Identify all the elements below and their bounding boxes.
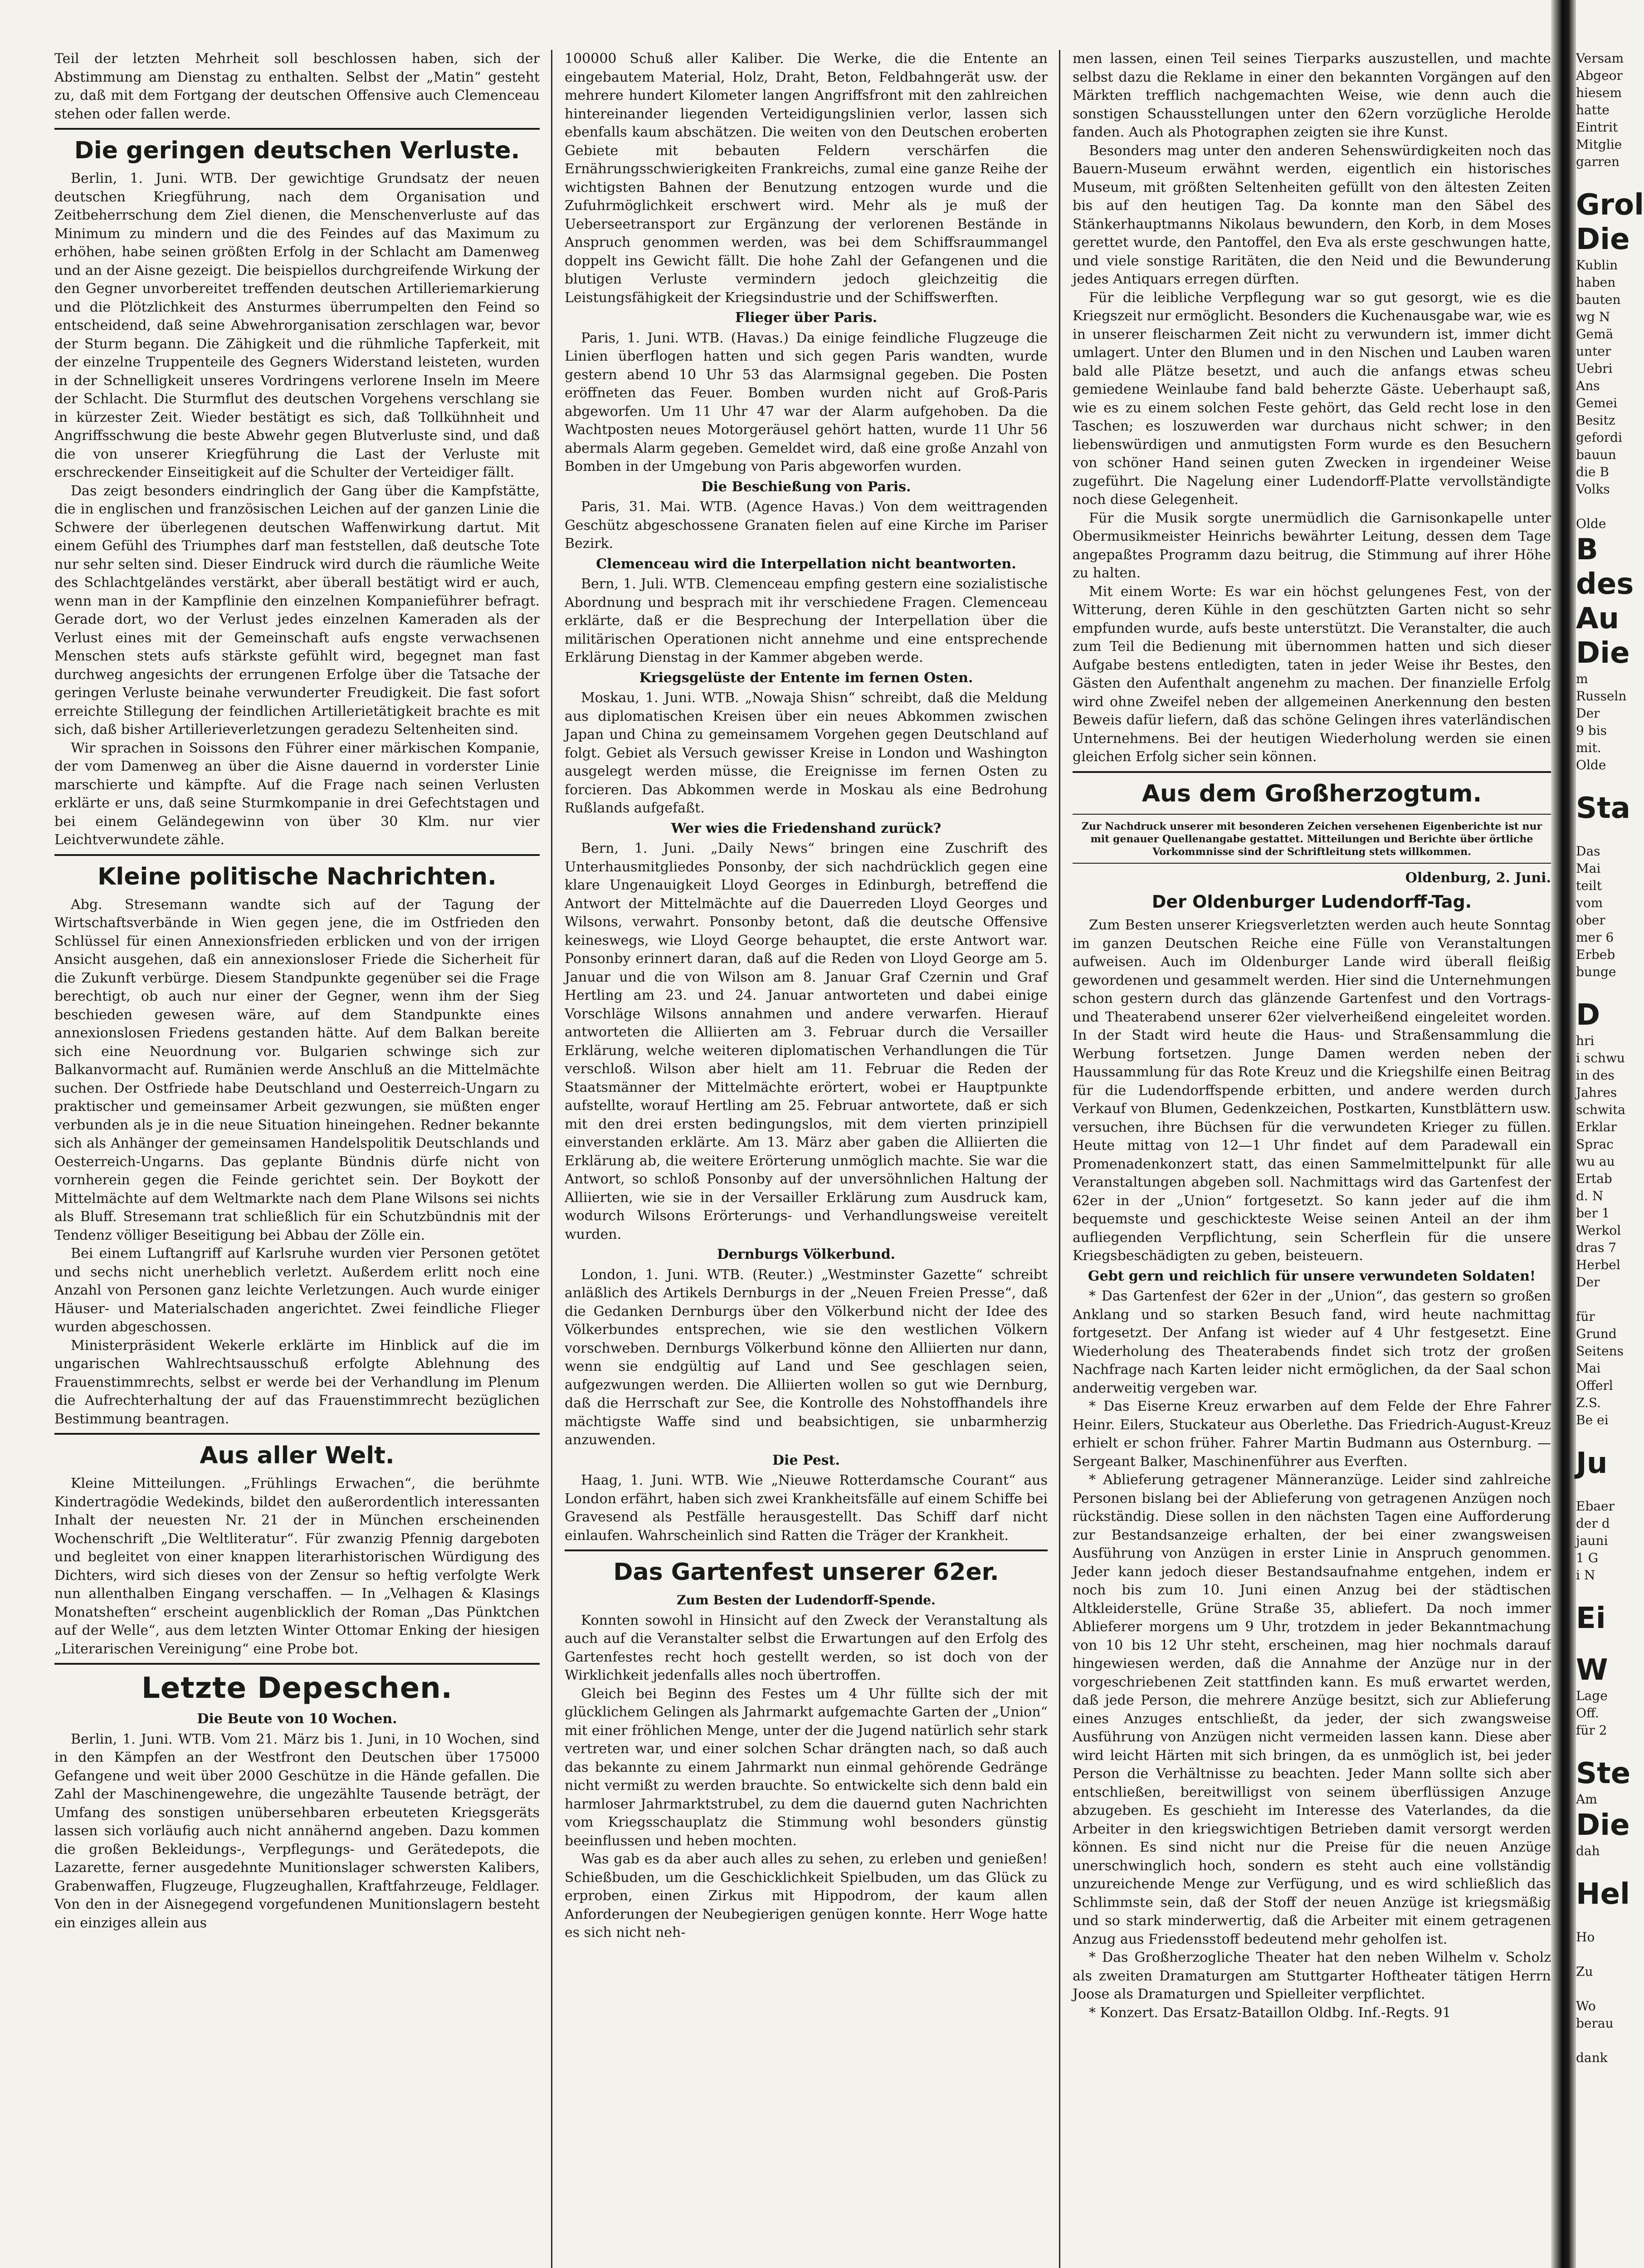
cropped-text-fragment: schwita xyxy=(1576,1102,1625,1117)
dateline: Oldenburg, 2. Juni. xyxy=(1405,870,1551,886)
headline-depeschen: Letzte Depeschen. xyxy=(141,1672,453,1705)
cropped-text-fragment: 9 bis xyxy=(1576,723,1607,738)
cropped-text-fragment: Grund xyxy=(1576,1326,1617,1341)
subheadline-beute: Die Beute von 10 Wochen. xyxy=(197,1711,397,1727)
article-paragraph: Moskau, 1. Juni. WTB. „Nowaja Shisn“ schreibt, daß die Meldung aus diplomatischen Kreisen über ein neues Abkommen zwischen Japan und China zu gemeinsamem Vorgehen gegen Deutschland auf folgt. Gebiet als Versuch gewisser Kreise in London und Washington ausgelegt werden müsse, die Ereignisse im fernen Osten zu forcieren. Das Abkommen werde in Moskau als eine Bedrohung Rußlands aufgefaßt. xyxy=(565,690,1048,816)
cropped-text-fragment: die B xyxy=(1576,464,1609,479)
cropped-text-fragment: D xyxy=(1576,998,1600,1032)
cropped-text-fragment: hatte xyxy=(1576,103,1610,117)
subheadline-ludendorff-tag: Der Oldenburger Ludendorff-Tag. xyxy=(1151,892,1472,912)
cropped-text-fragment: Ste xyxy=(1576,1757,1631,1790)
cropped-text-fragment: Erbeb xyxy=(1576,947,1615,962)
article-paragraph: Bern, 1. Juli. WTB. Clemenceau empfing gestern eine sozialistische Abordnung und besprach mit ihr verschiedene Fragen. Clemenceau erklärte, daß er die Besprechung der Interpellation über die militärischen Operationen nicht annehme und eine entsprechende Erklärung Dienstag in der Kammer abgeben werde. xyxy=(565,576,1048,665)
cropped-text-fragment xyxy=(1576,1911,1628,1929)
article-paragraph: 100000 Schuß aller Kaliber. Die Werke, die die Entente an eingebautem Material, Holz, Draht, Beton, Feldbahngerät usw. der mehrere hundert Kilometer langen Angriffsfront mit den zahlreichen hintereinander liegenden Verteidigungslinien verlor, lassen sich ebenfalls kaum abschätzen. Die weiten von den Deutschen eroberten Gebiete mit bebauten Feldern verschärfen die Ernährungsschwierigkeiten Frankreichs, zumal eine ganze Reihe der wichtigsten Bahnen der Benutzung entzogen wurde und die Zufuhrmöglichkeit erschwert wird. Mehr als je muß der Ueberseetransport zur Ergänzung der verlorenen Bestände in Anspruch genommen werden, was bei dem Schiffsraummangel doppelt ins Gewicht fällt. Die hohe Zahl der Gefangenen und die blutigen Verluste vermindern jedoch gleichzeitig die Leistungsfähigkeit der Kriegsindustrie und der Schiffswerften. xyxy=(565,51,1048,306)
cropped-text-fragment: Grol xyxy=(1576,188,1644,222)
cropped-text-fragment: des xyxy=(1576,567,1634,601)
cropped-text-fragment: hri xyxy=(1576,1033,1595,1048)
subheadline-beschiessung: Die Beschießung von Paris. xyxy=(701,479,911,495)
cropped-text-fragment: Jahres xyxy=(1576,1085,1617,1100)
cropped-text-fragment: bunge xyxy=(1576,964,1616,979)
cropped-text-fragment: haben xyxy=(1576,275,1616,290)
cropped-text-fragment: Olde xyxy=(1576,516,1606,531)
cropped-text-fragment: Mai xyxy=(1576,861,1601,876)
article-paragraph: Berlin, 1. Juni. WTB. Der gewichtige Grundsatz der neuen deutschen Kriegführung, nach dem Organisation und Zeitbeherrschung dem Ziel dienen, die Menschenverluste auf das Minimum zu mindern und die des Feindes auf das Maximum zu erhöhen, habe seinen größten Erfolg in der Schlacht am Damenweg und an der Aisne gezeigt. Die beispiellos durchgreifende Wirkung der den Gegner unvorbereitet treffenden deutschen Artilleriemarkierung und die Plötzlichkeit des Ansturmes überrumpelten den Feind so entscheidend, daß seine Abwehrorganisation zerschlagen war, bevor der Sturm begann. Die Zähigkeit und die rühmliche Tapferkeit, mit der einzelne Truppenteile des Gegners Widerstand leisteten, wurden in der Schnelligkeit unseres Vordringens verlorene Inseln im Meere der Schlacht. Die Sturmflut des deutschen Vorgehens verschlang sie in kürzester Zeit. Wieder bestätigt es sich, daß Tollkühnheit und Angriffsschwung die beste Abwehr gegen Blutverluste sind, und daß die von unserer Kriegführung die Last der Verluste mit erschreckender Einseitigkeit auf die Schulter der Verteidiger fällt. xyxy=(54,171,540,480)
cropped-text-fragment: dah xyxy=(1576,1843,1600,1858)
cropped-text-fragment: dras 7 xyxy=(1576,1240,1617,1255)
subheadline-clemenceau: Clemenceau wird die Interpellation nicht beantworten. xyxy=(596,556,1016,572)
article-paragraph: Konnten sowohl in Hinsicht auf den Zweck der Veranstaltung als auch auf die Veranstalter selbst die Erwartungen auf den Erfolg des Gartenfestes recht hoch gestellt werden, so ist doch von der Wirklichkeit jedenfalls alles noch übertroffen. xyxy=(565,1612,1048,1683)
cropped-text-fragment xyxy=(1576,1481,1628,1498)
cropped-text-fragment: Ho xyxy=(1576,1930,1595,1945)
cropped-text-fragment: 1 G xyxy=(1576,1550,1599,1565)
article-paragraph: Paris, 1. Juni. WTB. (Havas.) Da einige feindliche Flugzeuge die Linien überflogen hatten und sich gegen Paris wandten, wurde gestern abend 10 Uhr 53 das Alarmsignal gegeben. Die Posten eröffneten das Feuer. Bomben wurden nicht auf Groß-Paris abgeworfen. Um 11 Uhr 47 war der Alarm aufgehoben. Da die Wachtposten neues Motorgeräusel gehört hatten, wurde 11 Uhr 56 abermals Alarm gegeben. Gemeldet wird, daß eine große Anzahl von Bomben in der Umgebung von Paris abgeworfen wurden. xyxy=(565,330,1048,474)
cropped-text-fragment: bauten xyxy=(1576,292,1621,307)
column-2 xyxy=(565,50,1048,2268)
headline-welt: Aus aller Welt. xyxy=(200,1442,395,1469)
cropped-text-fragment: B xyxy=(1576,533,1598,567)
cropped-text-fragment: mit. xyxy=(1576,740,1601,755)
cropped-text-fragment: Ei xyxy=(1576,1602,1606,1635)
cropped-text-fragment xyxy=(1576,498,1628,515)
reprint-notice: Zur Nachdruck unserer mit besonderen Zeichen versehenen Eigenberichte ist nur mit genauer Quellenangabe gestattet. Mitteilungen und Berichte über örtliche Vorkommnisse sind der Schriftleitung stets willkommen. xyxy=(1081,820,1542,858)
cropped-text-fragment: garren xyxy=(1576,154,1620,169)
cropped-text-fragment: Eintrit xyxy=(1576,120,1618,135)
cropped-text-fragment: Mai xyxy=(1576,1361,1601,1376)
divider xyxy=(565,1549,1048,1551)
cropped-text-fragment: für xyxy=(1576,1309,1595,1324)
cropped-text-fragment: Be ei xyxy=(1576,1413,1609,1427)
cropped-text-fragment: Lage xyxy=(1576,1688,1608,1703)
article-paragraph: Ministerpräsident Wekerle erklärte im Hinblick auf die im ungarischen Wahlrechtsausschuß erfolgte Ablehnung des Frauenstimmrechts, selbst er werde bei der Verhandlung im Plenum die Aufrechterhaltung der auf das Frauenstimmrecht bezüglichen Bestimmung beantragen. xyxy=(54,1337,540,1427)
cropped-text-fragment: Seitens xyxy=(1576,1344,1624,1359)
cropped-text-fragment: Ans xyxy=(1576,378,1600,393)
cropped-text-fragment: Die xyxy=(1576,1809,1630,1842)
cropped-text-fragment: Au xyxy=(1576,602,1620,635)
article-paragraph: Haag, 1. Juni. WTB. Wie „Nieuwe Rotterdamsche Courant“ aus London erfährt, haben sich zwei Krankheitsfälle auf einem Schiffe bei Gravesend als Pestfälle herausgestellt. Das Schiff darf nicht einlaufen. Wahrscheinlich sind Ratten die Träger der Krankheit. xyxy=(565,1472,1048,1544)
cropped-text-fragment: Sprac xyxy=(1576,1137,1614,1152)
article-paragraph: Abg. Stresemann wandte sich auf der Tagung der Wirtschaftsverbände in Wien gegen jene, die im Ostfrieden den Schlüssel für einen Annexionsfrieden erblicken und von der irrigen Ansicht ausgehen, daß ein annexionsloser Friede die Sicherheit für die Zukunft verbürge. Diesem Standpunkte gegenüber sei die Frage berechtigt, ob auch nur einer der Gegner, wenn ihm der Sieg beschieden gewesen wäre, auf dem Standpunkte eines annexionslosen Friedens gestanden hätte. Auf dem Balkan bereite sich eine Neuordnung vor. Bulgarien schwinge sich zur Balkanvormacht auf. Rumänien werde Anschluß an die Mittelmächte suchen. Der Ostfriede habe Deutschland und Oesterreich-Ungarn zu praktischer und gemeinsamer Arbeit gezwungen, sie müßten enger verbunden als je in die neue Situation hineingehen. Redner bekannte sich als Anhänger der gemeinsamen Handelspolitik Deutschlands und Oesterreich-Ungarns. Das geplante Bündnis dürfe nicht von vornherein gegen die Feinde gerichtet sein. Der Boykott der Mittelmächte auf dem Weltmarkte nach dem Plane Wilsons sei nichts als Bluff. Stresemann trat schließlich für ein Schutzbündnis mit der Tendenz völliger Beseitigung bei Abbau der Zölle ein. xyxy=(54,896,540,1243)
cropped-text-fragment xyxy=(1576,2032,1628,2049)
cropped-text-fragment: Herbel xyxy=(1576,1257,1620,1272)
cropped-text-fragment xyxy=(1576,171,1628,188)
column-rule xyxy=(1059,50,1060,2268)
article-paragraph: Bern, 1. Juni. „Daily News“ bringen eine Zuschrift des Unterhausmitgliedes Ponsonby, der sich nachdrücklich gegen eine klare Ungenauigkeit Lloyd Georges in Edinburgh, betreffend die Antwort der Mittelmächte auf die Dauerreden Lloyd Georges und Wilsons, verwahrt. Ponsonby betont, daß die deutsche Offensive keineswegs, wie Lloyd George behauptet, die erste Antwort war. Ponsonby erinnert daran, daß auf die Reden von Lloyd George am 5. Januar und die von Wilson am 8. Januar Graf Czernin und Graf Hertling am 23. und 24. Januar antworteten und dabei einige Vorschläge Wilsons annahmen und andere verwarfen. Hierauf antworteten die Alliierten am 3. Februar durch die Versailler Erklärung, welche weiteren diplomatischen Verhandlungen die Tür verschloß. Wilson aber hielt am 11. Februar die Reden der Staatsmänner der Mittelmächte erörtert, wobei er Hauptpunkte aufstellte, worauf Hertling am 25. Februar antwortete, daß er sich mit den drei ersten bedingungslos, mit dem vierten prinzipiell einverstanden erklärte. Am 13. März aber gaben die Alliierten die Erklärung ab, die weitere Erörterung unmöglich machte. Sie war die Antwort, so schloß Ponsonby auf der unversöhnlichen Haltung der Alliierten, wie sie in der Versailler Erklärung zum Ausdruck kam, wodurch Wilsons Erörterungs- und Verhandlungsweise vereitelt wurden. xyxy=(565,841,1048,1242)
article-paragraph: London, 1. Juni. WTB. (Reuter.) „Westminster Gazette“ schreibt anläßlich des Artikels Dernburgs in der „Neuen Freien Presse“, daß die Gedanken Dernburgs über den Völkerbund nicht der Idee des Völkerbundes entsprechen, wie sie den westlichen Völkern vorschweben. Dernburgs Völkerbund könne den Alliierten nur dann, wenn sie endgültig auf Land und See geschlagen seien, aufgezwungen werden. Die Alliierten wollen so gut wie Dernburg, daß die Herrschaft zur See, die Kontrolle des Nohstoffhandels ihre mächtigste Waffe sind und beabsichtigen, sie unbarmherzig anzuwenden. xyxy=(565,1266,1048,1448)
cropped-text-fragment: Ebaer xyxy=(1576,1499,1615,1514)
article-paragraph: Kleine Mitteilungen. „Frühlings Erwachen“, die berühmte Kindertragödie Wedekinds, bildet den außerordentlich interessanten Inhalt der neuesten Nr. 21 der in München erscheinenden Wochenschrift „Die Weltliteratur“. Für zwanzig Pfennig dargeboten und begleitet von einer knappen literarhistorischen Würdigung des Dichters, wird sich dieses von der Zensur so heftig verfolgte Werk nun allenthalben Eingang verschaffen. — In „Velhagen & Klasings Monatsheften“ erscheint augenblicklich der Roman „Das Pünktchen auf der Welle“, aus dem letzten Winter Ottomar Enking der hiesigen „Literarischen Vereinigung“ eine Probe bot. xyxy=(54,1476,540,1657)
article-paragraph: Was gab es da aber auch alles zu sehen, zu erleben und genießen! Schießbuden, um die Geschicklichkeit Spielbuden, um das Glück zu erproben, einen Zirkus mit Hippodrom, der kaum allen Anforderungen der Neubegierigen genügen konnte. Herr Woge hatte es sich nicht neh- xyxy=(565,1851,1048,1941)
cropped-text-fragment: Gemei xyxy=(1576,396,1618,411)
page-fold-shadow xyxy=(1551,0,1576,2268)
divider xyxy=(1073,814,1551,815)
cropped-text-fragment: für 2 xyxy=(1576,1723,1607,1738)
divider xyxy=(54,1433,540,1435)
cropped-text-fragment: Z.S. xyxy=(1576,1395,1601,1410)
cropped-text-fragment: Off. xyxy=(1576,1706,1599,1721)
cropped-text-fragment: Zu xyxy=(1576,1964,1593,1979)
cropped-text-fragment: Kublin xyxy=(1576,258,1618,273)
cropped-text-fragment: Der xyxy=(1576,706,1600,721)
cropped-text-fragment: Werkol xyxy=(1576,1223,1621,1238)
article-paragraph: Mit einem Worte: Es war ein höchst gelungenes Fest, von der Witterung, deren Kühle in den geschützten Garten nicht so sehr empfunden wurde, aufs beste unterstützt. Die Veranstalter, die auch zum Teil die Bedienung mit übernommen hatten und sich dieser Aufgabe bestens entledigten, taten in jeder Weise ihr Bestes, den Gästen den Aufenthalt angenehm zu machen. Der finanzielle Erfolg wird ohne Zweifel neben der allgemeinen Anerkennung den besten Beweis dafür liefern, daß das schöne Gelingen ihres vaterländischen Unternehmens. Bei der heutigen Wiederholung werden sie einen gleichen Erfolg sicher sein können. xyxy=(1073,583,1551,765)
subheadline-dernburg: Dernburgs Völkerbund. xyxy=(717,1246,896,1262)
subheadline-flieger: Flieger über Paris. xyxy=(735,310,878,326)
divider xyxy=(1073,771,1551,773)
cropped-text-fragment: Der xyxy=(1576,1275,1600,1290)
cropped-text-fragment xyxy=(1576,1739,1628,1756)
cropped-text-fragment xyxy=(1576,774,1628,791)
column-1 xyxy=(54,50,540,2268)
headline-grossherzogtum: Aus dem Großherzogtum. xyxy=(1142,780,1482,807)
cropped-text-fragment: Abgeor xyxy=(1576,68,1623,83)
cropped-text-fragment: mer 6 xyxy=(1576,930,1614,945)
cropped-text-fragment: Ju xyxy=(1576,1447,1608,1480)
cropped-text-fragment: m xyxy=(1576,671,1588,686)
cropped-text-fragment: d. N xyxy=(1576,1188,1604,1203)
article-paragraph: Für die Musik sorgte unermüdlich die Garnisonkapelle unter Obermusikmeister Heinrichs bewährter Leitung, dessen dem Tage angepaßtes Programm dazu beitrug, die Stimmung auf ihrer Höhe zu halten. xyxy=(1073,510,1551,581)
article-paragraph: Gleich bei Beginn des Festes um 4 Uhr füllte sich der mit glücklichem Gelingen als Jahrmarkt aufgemachte Garten der „Union“ mit einer fröhlichen Menge, unter der die Jugend natürlich sehr stark vertreten war, und einer solchen Schar drängten nach, so daß auch das bekannte zu einem Jahrmarkt nun einmal gehörende Gedränge nicht vermißt zu werden brauchte. So entwickelte sich denn bald ein harmloser Jahrmarktstrubel, zu dem die dauernd guten Nachrichten vom Kriegsschauplatz die Stimmung wohl besonders günstig beeinflussen und heben mochten. xyxy=(565,1686,1048,1849)
cropped-text-fragment: Mitglie xyxy=(1576,137,1622,152)
cropped-text-fragment: Olde xyxy=(1576,758,1606,772)
cropped-text-fragment: Hel xyxy=(1576,1877,1630,1911)
cropped-text-fragment: in des xyxy=(1576,1068,1615,1083)
cropped-text-fragment: wu au xyxy=(1576,1154,1615,1169)
cropped-text-fragment: dank xyxy=(1576,2050,1608,2065)
cropped-text-fragment: Wo xyxy=(1576,1999,1596,2014)
article-paragraph: Für die leibliche Verpflegung war so gut gesorgt, wie es die Kriegszeit nur ermöglicht. Besonders die Kuchenausgabe war, wie es in unserer fleischarmen Zeit nicht zu verwundern ist, immer dicht umlagert. Unter den Blumen und in den Nischen und Lauben waren bald alle Plätze besetzt, und auch die anfangs etwas scheu gemiedene Weinlaube fand bald beherzte Gäste. Ueberhaupt saß, wie es zu einem solchen Feste gehört, das Geld recht lose in den Taschen; es loszuwerden war durchaus nicht schwer; in den liebenswürdigen und anmutigsten Form wurde es den Besuchern von schöner Hand seinen guten Zwecken in irgendeiner Weise zugeführt. Die Nagelung einer Ludendorff-Platte vervollständigte noch diese Gelegenheit. xyxy=(1073,289,1551,508)
cropped-text-fragment: Am xyxy=(1576,1792,1597,1807)
cropped-text-fragment: bauun xyxy=(1576,447,1616,462)
cropped-text-fragment xyxy=(1576,1429,1628,1446)
divider xyxy=(54,128,540,130)
column-3 xyxy=(1073,50,1551,2268)
cropped-text-fragment: berau xyxy=(1576,2016,1614,2031)
appeal-motto: Gebt gern und reichlich für unsere verwundeten Soldaten! xyxy=(1088,1268,1536,1284)
column-rule xyxy=(551,50,552,2268)
news-item: * Ablieferung getragener Männeranzüge. Leider sind zahlreiche Personen bislang bei der Ablieferung von getragenen Anzügen noch rückständig. Diese sollen in den nächsten Tagen eine Aufforderung zur Bestandsanzeige erhalten, der bei einer zwangsweisen Ausführung von Anzügen in erster Linie in Anspruch genommen. Jeder kann jedoch dieser Bestandsaufnahme entgehen, indem er noch bis zum 10. Juni einen Anzug bei der städtischen Altkleiderstelle, Grüne Straße 35, abliefert. Da noch immer Ablieferer morgens um 9 Uhr, trotzdem in jeder Bekanntmachung von 10 bis 12 Uhr steht, erscheinen, mag hier nochmals darauf hingewiesen werden, daß die Annahme der Anzüge nur in der vorgeschriebenen Zeit stattfinden kann. Es muß erwartet werden, daß jede Person, die mehrere Anzüge besitzt, sich zur Ablieferung eines Anzuges entschließt, da jeder, der sich zwangsweise Ausführung von Anzügen nicht vermeiden lassen kann. Diese aber wird leicht Härten mit sich bringen, da es unmöglich ist, bei jeder Person die Verhältnisse zu beachten. Jeder Mann sollte sich aber entschließen, bereitwilligst von seinem überflüssigen Anzuge abzugeben. Es geschieht im Interesse des Vaterlandes, da die Arbeiter in den kriegswichtigen Betrieben damit versorgt werden können. Es sind nicht nur die Preise für die neuen Anzüge unerschwinglich hoch, sondern es steht auch eine vollständig unzureichende Menge zur Verfügung, und es wird schließlich das Schlimmste sein, daß der Stoff der neuen Anzüge ist kriegsmäßig und so stark minderwertig, daß die Arbeiter mit einem getragenen Anzug aus Friedensstoff bedeutend mehr geholfen ist. xyxy=(1073,1472,1551,1947)
cropped-text-fragment: gefordi xyxy=(1576,430,1622,445)
article-paragraph: Wir sprachen in Soissons den Führer einer märkischen Kompanie, der vom Damenweg an über die Aisne dauernd in vorderster Linie marschierte und kämpfte. Auf die Frage nach seinen Verlusten erklärte er uns, daß seine Sturmkompanie in drei Gefechtstagen und bei einem Geländegewinn von über 30 Klm. nur vier Leichtverwundete zähle. xyxy=(54,740,540,848)
divider xyxy=(54,854,540,856)
intro-paragraph: Teil der letzten Mehrheit soll beschlossen haben, sich der Abstimmung am Dienstag zu enthalten. Selbst der „Matin“ gesteht zu, daß mit dem Fortgang der deutschen Offensive auch Clemenceau stehen oder fallen werde. xyxy=(54,51,540,122)
article-paragraph: Besonders mag unter den anderen Sehenswürdigkeiten noch das Bauern-Museum erwähnt werden, eigentlich ein historisches Museum, mit größten Seltenheiten gefüllt von den ältesten Zeiten bis auf den heutigen Tag. Da konnte man den Säbel des Stänkerhauptmanns Nikolaus bewundern, den Korb, in dem Moses gerettet wurde, den Pantoffel, den Eva als erste geschwungen hatte, und viele sonstige Raritäten, die den Neid und die Bewunderung jedes Antiquars erregen dürften. xyxy=(1073,142,1551,287)
cropped-text-fragment: Ertab xyxy=(1576,1171,1612,1186)
cropped-text-fragment: hiesem xyxy=(1576,85,1622,100)
cropped-text-fragment: der d xyxy=(1576,1516,1610,1531)
cropped-text-fragment xyxy=(1576,1860,1628,1877)
subheadline-ludendorff-spende: Zum Besten der Ludendorff-Spende. xyxy=(677,1593,936,1608)
column-4-cropped xyxy=(1576,50,1644,2268)
headline-gartenfest: Das Gartenfest unserer 62er. xyxy=(613,1559,999,1586)
cropped-text-fragment: vom xyxy=(1576,895,1603,910)
cropped-text-fragment: teilt xyxy=(1576,878,1602,893)
divider xyxy=(1073,863,1551,864)
cropped-text-fragment: wg N xyxy=(1576,309,1610,324)
cropped-text-fragment xyxy=(1576,1636,1628,1653)
news-item: * Das Gartenfest der 62er in der „Union“, das gestern so großen Anklang und so starken Besuch fand, wird heute nachmittag fortgesetzt. Der Anfang ist wieder auf 4 Uhr festgesetzt. Eine Wiederholung des Theaterabends findet sich trotz der großen Nachfrage nach Karten leider nicht ermöglichen, da der Saal schon anderweitig vergeben war. xyxy=(1073,1288,1551,1396)
article-paragraph: Paris, 31. Mai. WTB. (Agence Havas.) Von dem weittragenden Geschütz abgeschossene Granaten fielen auf eine Kirche im Pariser Bezirk. xyxy=(565,499,1048,552)
article-paragraph: Berlin, 1. Juni. WTB. Vom 21. März bis 1. Juni, in 10 Wochen, sind in den Kämpfen an der Westfront den Deutschen über 175000 Gefangene und weit über 2000 Geschütze in die Hände gefallen. Die Zahl der Maschinengewehre, die ungezählte Tausende beträgt, der Umfang des sonstigen unübersehbaren erbeuteten Kriegsgeräts lassen sich vorläufig auch nicht annähernd angeben. Dazu kommen die großen Bekleidungs-, Verpflegungs- und Gerätedepots, die Lazarette, ferner ausgedehnte Munitionslager schwersten Kalibers, Grabenwaffen, Flugzeuge, Flugzeughallen, Kraftfahrzeuge, Feldlager. Von den in der Aisnegegend vorgefundenen Munitionslagern besteht ein einziges allein aus xyxy=(54,1731,540,1931)
cropped-text-fragment: i schwu xyxy=(1576,1051,1625,1066)
news-item: * Das Großherzogliche Theater hat den neben Wilhelm v. Scholz als zweiten Dramaturgen am Stuttgarter Hoftheater tätigen Herrn Joose als Dramaturgen und Spielleiter verpflichtet. xyxy=(1073,1950,1551,2002)
cropped-text-fragment xyxy=(1576,826,1628,843)
cropped-text-fragment xyxy=(1576,1946,1628,1963)
cropped-text-fragment: Besitz xyxy=(1576,413,1615,428)
cropped-text-fragment: W xyxy=(1576,1653,1608,1687)
cropped-text-fragment: i N xyxy=(1576,1568,1595,1583)
cropped-text-fragment: Erklar xyxy=(1576,1119,1617,1134)
cropped-text-fragment: Die xyxy=(1576,636,1630,670)
cropped-text-fragment: ober xyxy=(1576,913,1605,928)
cropped-text-fragment xyxy=(1576,981,1628,998)
cropped-text-fragment xyxy=(1576,1980,1628,1998)
article-paragraph: Das zeigt besonders eindringlich der Gang über die Kampfstätte, die in englischen und französischen Leichen auf der ganzen Linie die Schwere der überlegenen deutschen Waffenwirkung dartut. Mit einem Gefühl des Triumphes darf man feststellen, daß deutsche Tote nur sehr selten sind. Dieser Eindruck wird durch die räumliche Weite des Schlachtgeländes verstärkt, aber überall bestätigt wird er auch, wenn man in der Kampflinie den einzelnen Kompanieführer befragt. Gerade dort, wo der Verlust jedes einzelnen Kameraden als der Verlust eines mit der Gemeinschaft aufs engste verwachsenen Menschen stets aufs stärkste gefühlt wird, begegnet man fast durchweg angesichts der errungenen Erfolge über die Tatsache der geringen Verluste beinahe verwunderter Freudigkeit. Die fast sofort erreichte Stillegung der feindlichen Artillerietätigkeit brachte es mit sich, daß bisher Artillerieverletzungen geradezu Seltenheiten sind. xyxy=(54,483,540,738)
cropped-text-fragment xyxy=(1576,1584,1628,1601)
cropped-text-fragment: unter xyxy=(1576,344,1611,359)
cropped-text-fragment: Versam xyxy=(1576,51,1624,66)
news-item: * Konzert. Das Ersatz-Bataillon Oldbg. Inf.-Regts. 91 xyxy=(1089,2004,1451,2021)
cropped-text-fragment xyxy=(1576,1291,1628,1308)
article-paragraph: Bei einem Luftangriff auf Karlsruhe wurden vier Personen getötet und sechs nicht unerheblich verletzt. Außerdem erlitt noch eine Anzahl von Personen ganz leichte Verletzungen. Auch wurde einiger Häuser- und Materialschaden angerichtet. Zwei feindliche Flieger wurden abgeschossen. xyxy=(54,1246,540,1335)
divider xyxy=(54,1663,540,1665)
cropped-text-fragment: jauni xyxy=(1576,1533,1608,1548)
subheadline-pest: Die Pest. xyxy=(772,1452,840,1468)
cropped-text-fragment: Das xyxy=(1576,844,1600,859)
cropped-text-fragment: Gemä xyxy=(1576,327,1614,342)
cropped-text-fragment: Sta xyxy=(1576,792,1630,825)
cropped-text-fragment: Die xyxy=(1576,223,1630,256)
cropped-text-fragment: ber 1 xyxy=(1576,1206,1610,1221)
cropped-text-fragment: Uebri xyxy=(1576,361,1613,376)
subheadline-osten: Kriegsgelüste der Entente im fernen Osten. xyxy=(639,670,973,686)
subheadline-friedenshand: Wer wies die Friedenshand zurück? xyxy=(671,820,942,836)
cropped-text-fragment: Offerl xyxy=(1576,1378,1613,1393)
headline-politik: Kleine politische Nachrichten. xyxy=(98,863,497,890)
cropped-text-fragment: Volks xyxy=(1576,482,1610,497)
cropped-text-fragment: Russeln xyxy=(1576,689,1627,704)
article-paragraph: men lassen, einen Teil seines Tierparks auszustellen, und machte selbst dazu die Reklame in einer den bekannten Vorgängen auf den Märkten trefflich nachgemachten Weise, wie denn auch die sonstigen Schausstellungen unter den 62ern vorzügliche Herolde fanden. Auch als Photographen zeigten sie ihre Kunst. xyxy=(1073,51,1551,140)
news-item: * Das Eiserne Kreuz erwarben auf dem Felde der Ehre Fahrer Heinr. Eilers, Stuckateur aus Oberlethe. Das Friedrich-August-Kreuz erhielt er schon früher. Fahrer Martin Budmann aus Osternburg. — Sergeant Balker, Maschinenführer aus Everften. xyxy=(1073,1398,1551,1470)
headline-verluste: Die geringen deutschen Verluste. xyxy=(74,137,520,164)
article-paragraph: Zum Besten unserer Kriegsverletzten werden auch heute Sonntag im ganzen Deutschen Reiche eine Fülle von Veranstaltungen aufweisen. Auch im Oldenburger Lande wird überall fleißig gewordenen und gesammelt werden. Hier sind die Unternehmungen schon gestern durch das glänzende Gartenfest und den Vortrags- und Theaterabend unserer 62er vielverheißend eingeleitet worden. In der Stadt wird heute die Haus- und Straßensammlung die Werbung fortsetzen. Junge Damen werden neben der Haussammlung für das Rote Kreuz und die Kriegshilfe einen Beitrag für die Ludendorffspende erbitten, und andere werden durch Verkauf von Blumen, Gedenkzeichen, Postkarten, Kunstblättern usw. versuchen, ihre Büchsen für die verwundeten Krieger zu füllen. Heute mittag von 12—1 Uhr findet auf dem Paradewall ein Promenadenkonzert statt, das einen Sammelmittelpunkt für alle Veranstaltungen abgeben soll. Nachmittags wird das Gartenfest der 62er in der „Union“ fortgesetzt. So kann jeder auf die ihm bequemste und geschickteste Weise seinen Anteil an der ihm aufliegenden Verpflichtung, sein Scherflein für die unsere Kriegsbeschädigten zu geben, beisteuern. xyxy=(1073,917,1551,1264)
